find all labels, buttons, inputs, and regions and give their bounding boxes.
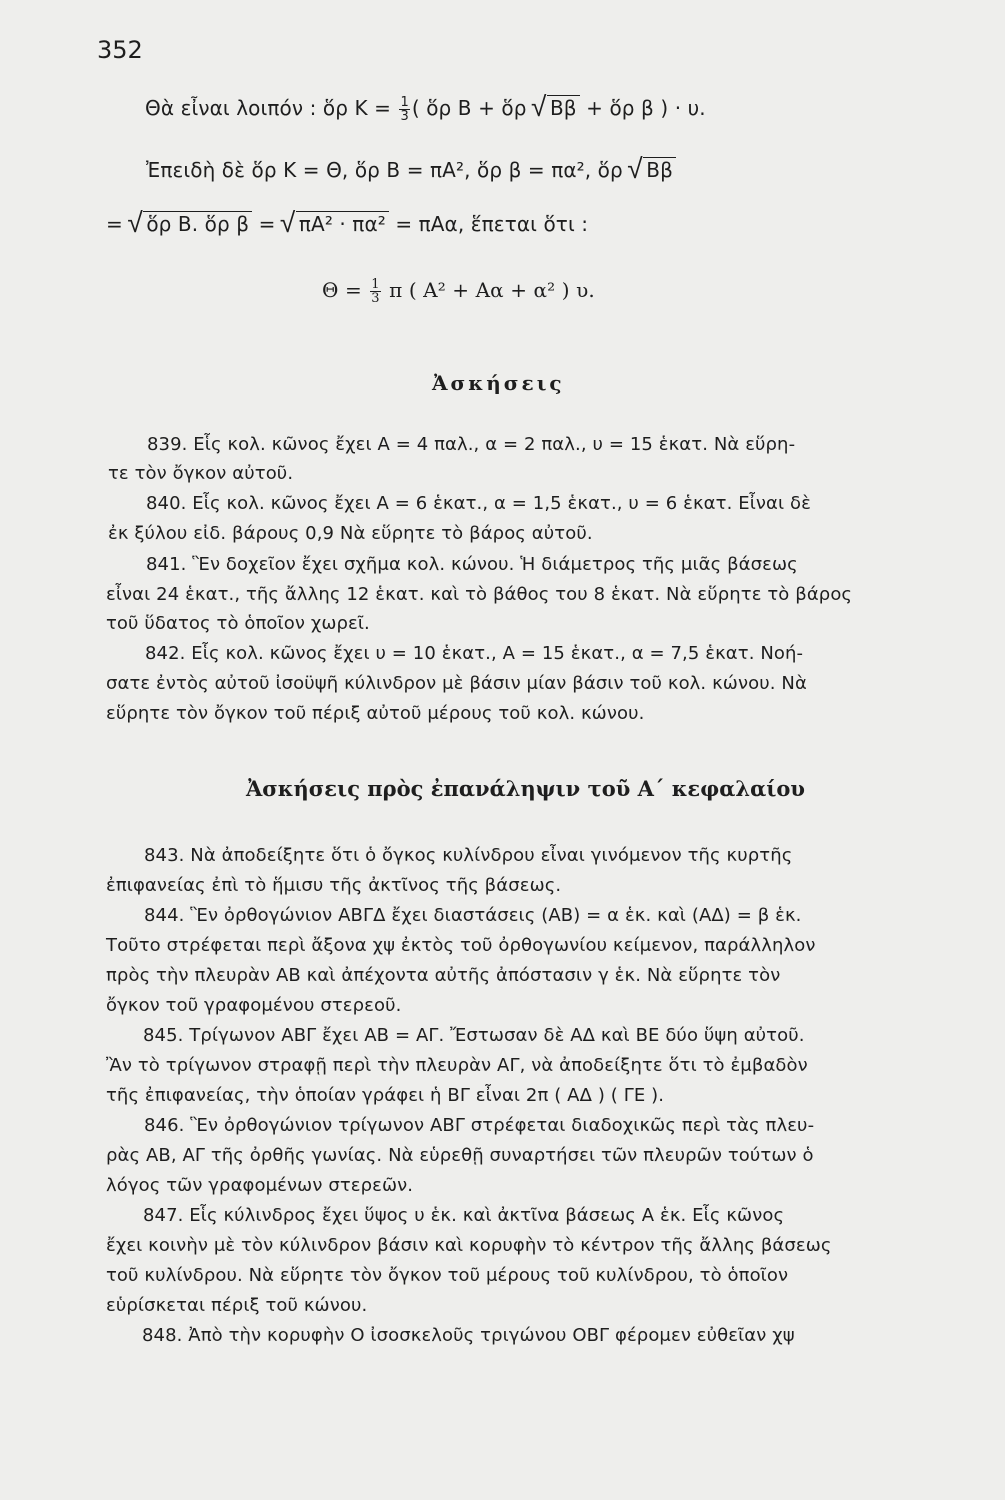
- exercise-line: 846. Ἓν ὀρθογώνιον τρίγωνον ΑΒΓ στρέφεται διαδοχικῶς περὶ τὰς πλευ-: [144, 1115, 815, 1136]
- square-root: [631, 158, 676, 182]
- exercise-line: 840. Εἷς κολ. κῶνος ἔχει Α = 6 ἑκατ., α = 1,5 ἑκατ., υ = 6 ἑκατ. Εἶναι δὲ: [146, 493, 811, 514]
- exercise-line: εὕρητε τὸν ὄγκον τοῦ πέριξ αὐτοῦ μέρους τοῦ κολ. κώνου.: [106, 703, 645, 724]
- exercise-line: τοῦ ὕδατος τὸ ὁποῖον χωρεῖ.: [106, 613, 370, 634]
- fraction-numerator: 1: [400, 95, 409, 110]
- fraction-denominator: 3: [371, 291, 380, 306]
- fraction-numerator: 1: [371, 277, 380, 292]
- exercise-line: 847. Εἷς κύλινδρος ἔχει ὕψος υ ἑκ. καὶ ἀκτῖνα βάσεως Α ἑκ. Εἷς κῶνος: [143, 1205, 785, 1226]
- formula-4-prefix: Θ =: [322, 278, 369, 302]
- formula-2-text: Ἐπειδὴ δὲ ὅρ Κ = Θ, ὅρ Β = πΑ², ὅρ β = πα², ὅρ: [146, 158, 630, 182]
- square-root: [535, 96, 580, 120]
- exercise-line: πρὸς τὴν πλευρὰν ΑΒ καὶ ἀπέχοντα αὐτῆς ἀπόστασιν γ ἑκ. Νὰ εὕρητε τὸν: [106, 965, 781, 986]
- exercise-line: τε τὸν ὄγκον αὐτοῦ.: [108, 463, 294, 484]
- exercise-line: εὑρίσκεται πέριξ τοῦ κώνου.: [106, 1295, 368, 1316]
- formula-line-3: [106, 212, 588, 236]
- formula-4-suffix: π ( Α² + Αα + α² ) υ.: [382, 278, 595, 302]
- radicand: Ββ: [643, 157, 676, 182]
- radicand: Ββ: [547, 95, 580, 120]
- formula-3-suffix: = πΑα, ἕπεται ὅτι :: [388, 212, 589, 236]
- exercise-line: ἔχει κοινὴν μὲ τὸν κύλινδρον βάσιν καὶ κορυφὴν τὸ κέντρον τῆς ἄλλης βάσεως: [106, 1235, 832, 1256]
- formula-3-mid: =: [252, 212, 282, 236]
- formula-line-2: [146, 158, 676, 182]
- fraction-one-third: [370, 278, 380, 305]
- exercise-line: 839. Εἷς κολ. κῶνος ἔχει Α = 4 παλ., α = 2 παλ., υ = 15 ἑκατ. Νὰ εὕρη-: [147, 434, 796, 455]
- exercise-line: τῆς ἐπιφανείας, τὴν ὁποίαν γράφει ἡ ΒΓ εἶναι 2π ( ΑΔ ) ( ΓΕ ).: [106, 1085, 665, 1106]
- formula-line-4: [322, 278, 595, 305]
- formula-line-1: [145, 96, 706, 123]
- formula-1-suffix: + ὅρ β ) · υ.: [579, 96, 706, 120]
- exercise-line: σατε ἐντὸς αὐτοῦ ἰσοϋψῆ κύλινδρον μὲ βάσιν μίαν βάσιν τοῦ κολ. κώνου. Νὰ: [106, 673, 807, 694]
- exercise-line: 841. Ἓν δοχεῖον ἔχει σχῆμα κολ. κώνου. Ἡ διάμετρος τῆς μιᾶς βάσεως: [146, 554, 798, 575]
- exercise-line: 844. Ἓν ὀρθογώνιον ΑΒΓΔ ἔχει διαστάσεις (ΑΒ) = α ἑκ. καὶ (ΑΔ) = β ἑκ.: [144, 905, 802, 926]
- radicand: πΑ² · πα²: [296, 211, 389, 236]
- exercise-line: 845. Τρίγωνον ΑΒΓ ἔχει ΑΒ = ΑΓ. Ἔστωσαν δὲ ΑΔ καὶ ΒΕ δύο ὕψη αὐτοῦ.: [143, 1025, 805, 1046]
- fraction-one-third: [399, 96, 409, 123]
- section-heading-exercises: Ἀσκήσεις: [432, 371, 565, 395]
- exercise-line: 842. Εἷς κολ. κῶνος ἔχει υ = 10 ἑκατ., Α = 15 ἑκατ., α = 7,5 ἑκατ. Νοή-: [145, 643, 804, 664]
- formula-1-prefix: Θὰ εἶναι λοιπόν : ὅρ Κ =: [145, 96, 398, 120]
- radicand: ὅρ Β. ὅρ β: [143, 211, 252, 236]
- exercise-line: Ἂν τὸ τρίγωνον στραφῇ περὶ τὴν πλευρὰν ΑΓ, νὰ ἀποδείξητε ὅτι τὸ ἐμβαδὸν: [106, 1055, 808, 1076]
- exercise-line: ρὰς ΑΒ, ΑΓ τῆς ὀρθῆς γωνίας. Νὰ εὑρεθῇ συναρτήσει τῶν πλευρῶν τούτων ὁ: [106, 1145, 814, 1166]
- section-heading-review: Ἀσκήσεις πρὸς ἐπανάληψιν τοῦ Α΄ κεφαλαίου: [246, 776, 805, 801]
- exercise-line: ἐκ ξύλου εἰδ. βάρους 0,9 Νὰ εὕρητε τὸ βάρος αὐτοῦ.: [108, 523, 593, 544]
- fraction-denominator: 3: [400, 109, 409, 124]
- square-root: [284, 212, 389, 236]
- exercise-line: 843. Νὰ ἀποδείξητε ὅτι ὁ ὄγκος κυλίνδρου εἶναι γινόμενον τῆς κυρτῆς: [144, 845, 793, 866]
- formula-1-mid: ( ὅρ Β + ὅρ: [411, 96, 533, 120]
- page-number: 352: [97, 36, 143, 64]
- exercise-line: τοῦ κυλίνδρου. Νὰ εὕρητε τὸν ὄγκον τοῦ μέρους τοῦ κυλίνδρου, τὸ ὁποῖον: [106, 1265, 789, 1286]
- exercise-line: ἐπιφανείας ἐπὶ τὸ ἥμισυ τῆς ἀκτῖνος τῆς βάσεως.: [106, 875, 562, 896]
- exercise-line: λόγος τῶν γραφομένων στερεῶν.: [106, 1175, 414, 1196]
- formula-3-eq: =: [106, 212, 130, 236]
- exercise-line: Τοῦτο στρέφεται περὶ ἄξονα χψ ἐκτὸς τοῦ ὀρθογωνίου κείμενον, παράλληλον: [106, 935, 816, 956]
- exercise-line: 848. Ἀπὸ τὴν κορυφὴν Ο ἰσοσκελοῦς τριγώνου ΟΒΓ φέρομεν εὐθεῖαν χψ: [142, 1325, 795, 1346]
- square-root: [131, 212, 252, 236]
- exercise-line: ὄγκον τοῦ γραφομένου στερεοῦ.: [106, 995, 402, 1016]
- exercise-line: εἶναι 24 ἑκατ., τῆς ἄλλης 12 ἑκατ. καὶ τὸ βάθος του 8 ἑκατ. Νὰ εὕρητε τὸ βάρος: [106, 584, 853, 605]
